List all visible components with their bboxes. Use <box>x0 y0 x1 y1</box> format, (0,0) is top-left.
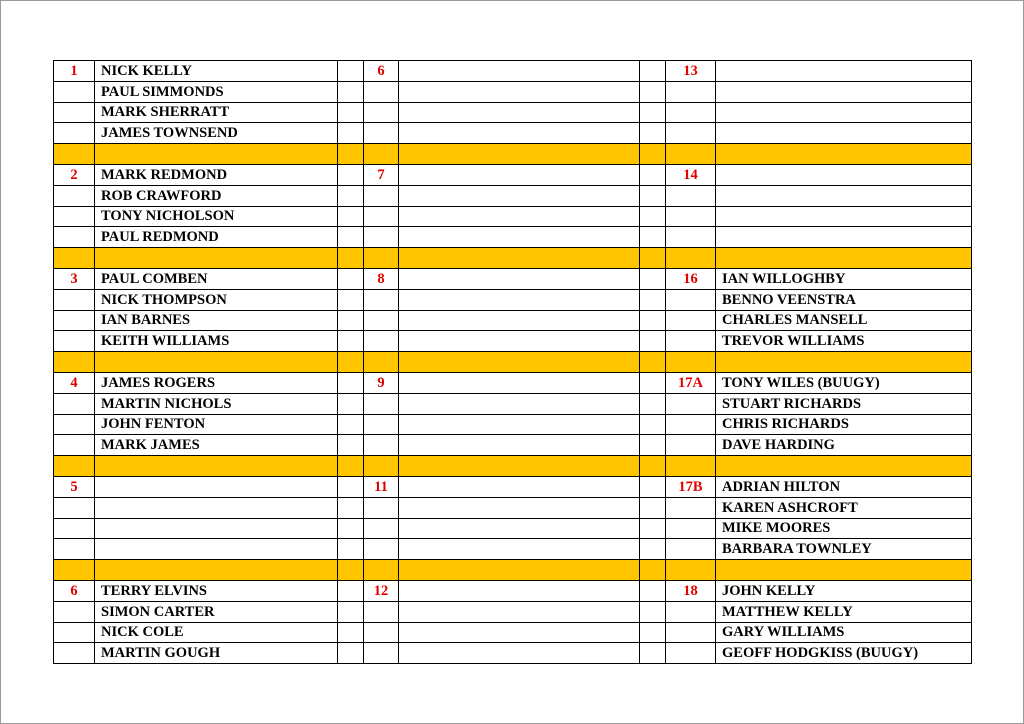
team-number-cell <box>364 622 399 643</box>
player-name: IAN BARNES <box>95 310 338 331</box>
spacer-cell <box>640 539 666 560</box>
player-name: TONY WILES (BUUGY) <box>716 372 972 393</box>
spacer-cell <box>338 414 364 435</box>
spacer-cell <box>640 580 666 601</box>
table-row <box>54 622 972 643</box>
player-name <box>399 643 640 664</box>
separator-cell <box>666 560 716 581</box>
table-row <box>54 206 972 227</box>
player-name: ADRIAN HILTON <box>716 476 972 497</box>
spacer-cell <box>338 476 364 497</box>
spacer-cell <box>338 622 364 643</box>
player-name: NICK KELLY <box>95 61 338 82</box>
separator-cell <box>364 456 399 477</box>
spacer-cell <box>338 81 364 102</box>
player-name: KAREN ASHCROFT <box>716 497 972 518</box>
spacer-cell <box>640 164 666 185</box>
separator-cell <box>54 456 95 477</box>
player-name <box>716 81 972 102</box>
spacer-cell <box>640 289 666 310</box>
team-number-cell <box>364 227 399 248</box>
player-name <box>399 61 640 82</box>
separator-cell <box>364 144 399 165</box>
spacer-cell <box>640 622 666 643</box>
spacer-cell <box>640 268 666 289</box>
player-name <box>716 164 972 185</box>
team-number: 12 <box>364 580 399 601</box>
team-number-cell <box>54 518 95 539</box>
team-number-cell <box>364 518 399 539</box>
table-row <box>54 393 972 414</box>
team-number: 18 <box>666 580 716 601</box>
team-number-cell <box>666 81 716 102</box>
spacer-cell <box>640 643 666 664</box>
player-name: JAMES TOWNSEND <box>95 123 338 144</box>
player-name <box>399 435 640 456</box>
player-name <box>399 289 640 310</box>
team-number: 4 <box>54 372 95 393</box>
player-name <box>399 622 640 643</box>
player-name: MATTHEW KELLY <box>716 601 972 622</box>
spacer-cell <box>640 393 666 414</box>
spacer-cell <box>338 102 364 123</box>
player-name: TERRY ELVINS <box>95 580 338 601</box>
team-sheet-table <box>53 60 972 664</box>
separator-cell <box>399 560 640 581</box>
team-number-cell <box>364 206 399 227</box>
spacer-cell <box>338 227 364 248</box>
separator-cell <box>666 456 716 477</box>
team-number-cell <box>666 601 716 622</box>
player-name: MIKE MOORES <box>716 518 972 539</box>
separator-cell <box>338 248 364 269</box>
team-number-cell <box>54 81 95 102</box>
table-row <box>54 476 972 497</box>
separator-cell <box>399 144 640 165</box>
player-name: ROB CRAWFORD <box>95 185 338 206</box>
spacer-cell <box>338 289 364 310</box>
team-number: 17A <box>666 372 716 393</box>
player-name <box>399 497 640 518</box>
table-row <box>54 123 972 144</box>
spacer-cell <box>338 435 364 456</box>
team-number-cell <box>54 331 95 352</box>
separator-cell <box>666 144 716 165</box>
team-number-cell <box>666 206 716 227</box>
separator-cell <box>338 456 364 477</box>
spacer-cell <box>338 601 364 622</box>
player-name <box>399 102 640 123</box>
player-name: IAN WILLOGHBY <box>716 268 972 289</box>
player-name: PAUL REDMOND <box>95 227 338 248</box>
table-row <box>54 268 972 289</box>
team-number-cell <box>54 123 95 144</box>
player-name <box>399 393 640 414</box>
team-number-cell <box>364 81 399 102</box>
player-name <box>399 123 640 144</box>
table-row <box>54 185 972 206</box>
team-number: 6 <box>54 580 95 601</box>
team-number-cell <box>364 185 399 206</box>
team-number: 7 <box>364 164 399 185</box>
player-name <box>399 185 640 206</box>
spacer-cell <box>640 310 666 331</box>
team-number-cell <box>364 414 399 435</box>
team-number: 6 <box>364 61 399 82</box>
team-number-cell <box>666 102 716 123</box>
separator-cell <box>399 352 640 373</box>
table-row <box>54 414 972 435</box>
separator-cell <box>666 352 716 373</box>
team-number-cell <box>666 497 716 518</box>
team-number-cell <box>54 310 95 331</box>
team-number-cell <box>666 185 716 206</box>
player-name: PAUL SIMMONDS <box>95 81 338 102</box>
team-number-cell <box>54 206 95 227</box>
spacer-cell <box>640 123 666 144</box>
separator-cell <box>716 560 972 581</box>
spacer-cell <box>338 61 364 82</box>
team-number-cell <box>666 643 716 664</box>
team-number: 9 <box>364 372 399 393</box>
spacer-cell <box>338 643 364 664</box>
team-number: 14 <box>666 164 716 185</box>
player-name: KEITH WILLIAMS <box>95 331 338 352</box>
separator-row <box>54 560 972 581</box>
player-name: MARK REDMOND <box>95 164 338 185</box>
player-name <box>399 227 640 248</box>
player-name <box>399 331 640 352</box>
player-name: MARTIN NICHOLS <box>95 393 338 414</box>
separator-row <box>54 248 972 269</box>
team-number-cell <box>54 414 95 435</box>
team-number-cell <box>54 539 95 560</box>
spacer-cell <box>640 518 666 539</box>
spacer-cell <box>640 476 666 497</box>
player-name <box>716 185 972 206</box>
table-row <box>54 497 972 518</box>
player-name <box>95 539 338 560</box>
table-row <box>54 539 972 560</box>
separator-cell <box>54 248 95 269</box>
table-row <box>54 102 972 123</box>
player-name <box>716 61 972 82</box>
table-row <box>54 164 972 185</box>
separator-cell <box>54 144 95 165</box>
table-row <box>54 310 972 331</box>
table-row <box>54 61 972 82</box>
team-number: 1 <box>54 61 95 82</box>
table-row <box>54 518 972 539</box>
player-name: MARK SHERRATT <box>95 102 338 123</box>
player-name <box>716 123 972 144</box>
separator-cell <box>640 352 666 373</box>
spacer-cell <box>640 372 666 393</box>
spacer-cell <box>338 580 364 601</box>
team-number-cell <box>54 102 95 123</box>
team-number-cell <box>666 123 716 144</box>
team-number-cell <box>364 497 399 518</box>
team-number-cell <box>54 185 95 206</box>
player-name: CHARLES MANSELL <box>716 310 972 331</box>
spacer-cell <box>640 331 666 352</box>
player-name: TREVOR WILLIAMS <box>716 331 972 352</box>
separator-cell <box>95 560 338 581</box>
player-name: BARBARA TOWNLEY <box>716 539 972 560</box>
team-number-cell <box>364 331 399 352</box>
separator-cell <box>716 144 972 165</box>
spacer-cell <box>338 393 364 414</box>
spacer-cell <box>338 518 364 539</box>
team-number-cell <box>54 289 95 310</box>
team-number-cell <box>54 435 95 456</box>
team-number-cell <box>54 622 95 643</box>
player-name <box>399 164 640 185</box>
spacer-cell <box>338 268 364 289</box>
player-name: JOHN FENTON <box>95 414 338 435</box>
player-name: CHRIS RICHARDS <box>716 414 972 435</box>
separator-cell <box>364 352 399 373</box>
separator-cell <box>54 560 95 581</box>
table-row <box>54 81 972 102</box>
separator-cell <box>640 144 666 165</box>
player-name: BENNO VEENSTRA <box>716 289 972 310</box>
player-name: JAMES ROGERS <box>95 372 338 393</box>
spacer-cell <box>338 539 364 560</box>
table-row <box>54 372 972 393</box>
team-number-cell <box>364 102 399 123</box>
player-name: NICK COLE <box>95 622 338 643</box>
player-name <box>399 310 640 331</box>
spacer-cell <box>640 206 666 227</box>
player-name <box>399 601 640 622</box>
spacer-cell <box>640 102 666 123</box>
separator-cell <box>338 352 364 373</box>
team-number: 3 <box>54 268 95 289</box>
team-number-cell <box>364 393 399 414</box>
team-number-cell <box>364 310 399 331</box>
team-number-cell <box>666 539 716 560</box>
separator-cell <box>640 560 666 581</box>
player-name <box>399 518 640 539</box>
spacer-cell <box>338 123 364 144</box>
player-name: MARTIN GOUGH <box>95 643 338 664</box>
table-row <box>54 643 972 664</box>
separator-row <box>54 352 972 373</box>
player-name: DAVE HARDING <box>716 435 972 456</box>
spacer-cell <box>640 497 666 518</box>
team-number-cell <box>666 414 716 435</box>
player-name: GARY WILLIAMS <box>716 622 972 643</box>
player-name <box>399 81 640 102</box>
team-number: 5 <box>54 476 95 497</box>
player-name <box>716 206 972 227</box>
spacer-cell <box>640 435 666 456</box>
table-row <box>54 289 972 310</box>
spacer-cell <box>338 372 364 393</box>
player-name: MARK JAMES <box>95 435 338 456</box>
team-number-cell <box>666 435 716 456</box>
spacer-cell <box>338 206 364 227</box>
player-name <box>399 476 640 497</box>
player-name <box>95 518 338 539</box>
separator-row <box>54 456 972 477</box>
spacer-cell <box>338 497 364 518</box>
team-number: 17B <box>666 476 716 497</box>
team-number-cell <box>364 435 399 456</box>
team-number-cell <box>666 393 716 414</box>
player-name <box>399 206 640 227</box>
separator-cell <box>399 456 640 477</box>
team-number-cell <box>666 331 716 352</box>
separator-cell <box>716 248 972 269</box>
team-number-cell <box>666 622 716 643</box>
separator-cell <box>95 248 338 269</box>
table-row <box>54 227 972 248</box>
spacer-cell <box>338 310 364 331</box>
team-number: 8 <box>364 268 399 289</box>
team-number: 2 <box>54 164 95 185</box>
team-number-cell <box>666 227 716 248</box>
spacer-cell <box>640 185 666 206</box>
player-name <box>716 227 972 248</box>
player-name <box>399 414 640 435</box>
separator-cell <box>716 352 972 373</box>
separator-row <box>54 144 972 165</box>
spacer-cell <box>338 164 364 185</box>
player-name: SIMON CARTER <box>95 601 338 622</box>
table-row <box>54 601 972 622</box>
team-number-cell <box>54 227 95 248</box>
team-number-cell <box>364 123 399 144</box>
team-number-cell <box>666 310 716 331</box>
team-number: 16 <box>666 268 716 289</box>
separator-cell <box>95 144 338 165</box>
separator-cell <box>364 560 399 581</box>
separator-cell <box>54 352 95 373</box>
player-name: NICK THOMPSON <box>95 289 338 310</box>
team-number-cell <box>666 518 716 539</box>
table-row <box>54 435 972 456</box>
separator-cell <box>364 248 399 269</box>
separator-cell <box>338 560 364 581</box>
player-name <box>399 580 640 601</box>
separator-cell <box>640 456 666 477</box>
separator-cell <box>338 144 364 165</box>
team-number: 11 <box>364 476 399 497</box>
team-number-cell <box>364 601 399 622</box>
player-name: PAUL COMBEN <box>95 268 338 289</box>
spacer-cell <box>640 414 666 435</box>
team-number-cell <box>54 643 95 664</box>
player-name <box>399 539 640 560</box>
spacer-cell <box>640 601 666 622</box>
player-name <box>399 268 640 289</box>
player-name <box>716 102 972 123</box>
team-number-cell <box>364 289 399 310</box>
team-number-cell <box>364 539 399 560</box>
player-name: GEOFF HODGKISS (BUUGY) <box>716 643 972 664</box>
team-number: 13 <box>666 61 716 82</box>
spacer-cell <box>640 81 666 102</box>
separator-cell <box>399 248 640 269</box>
spacer-cell <box>640 227 666 248</box>
separator-cell <box>640 248 666 269</box>
table-row <box>54 331 972 352</box>
team-number-cell <box>54 497 95 518</box>
team-number-cell <box>54 601 95 622</box>
player-name: STUART RICHARDS <box>716 393 972 414</box>
separator-cell <box>666 248 716 269</box>
player-name: JOHN KELLY <box>716 580 972 601</box>
player-name: TONY NICHOLSON <box>95 206 338 227</box>
separator-cell <box>95 352 338 373</box>
spacer-cell <box>338 185 364 206</box>
table-row <box>54 580 972 601</box>
spacer-cell <box>640 61 666 82</box>
player-name <box>95 476 338 497</box>
separator-cell <box>716 456 972 477</box>
team-number-cell <box>54 393 95 414</box>
separator-cell <box>95 456 338 477</box>
team-number-cell <box>364 643 399 664</box>
player-name <box>95 497 338 518</box>
player-name <box>399 372 640 393</box>
spacer-cell <box>338 331 364 352</box>
team-number-cell <box>666 289 716 310</box>
